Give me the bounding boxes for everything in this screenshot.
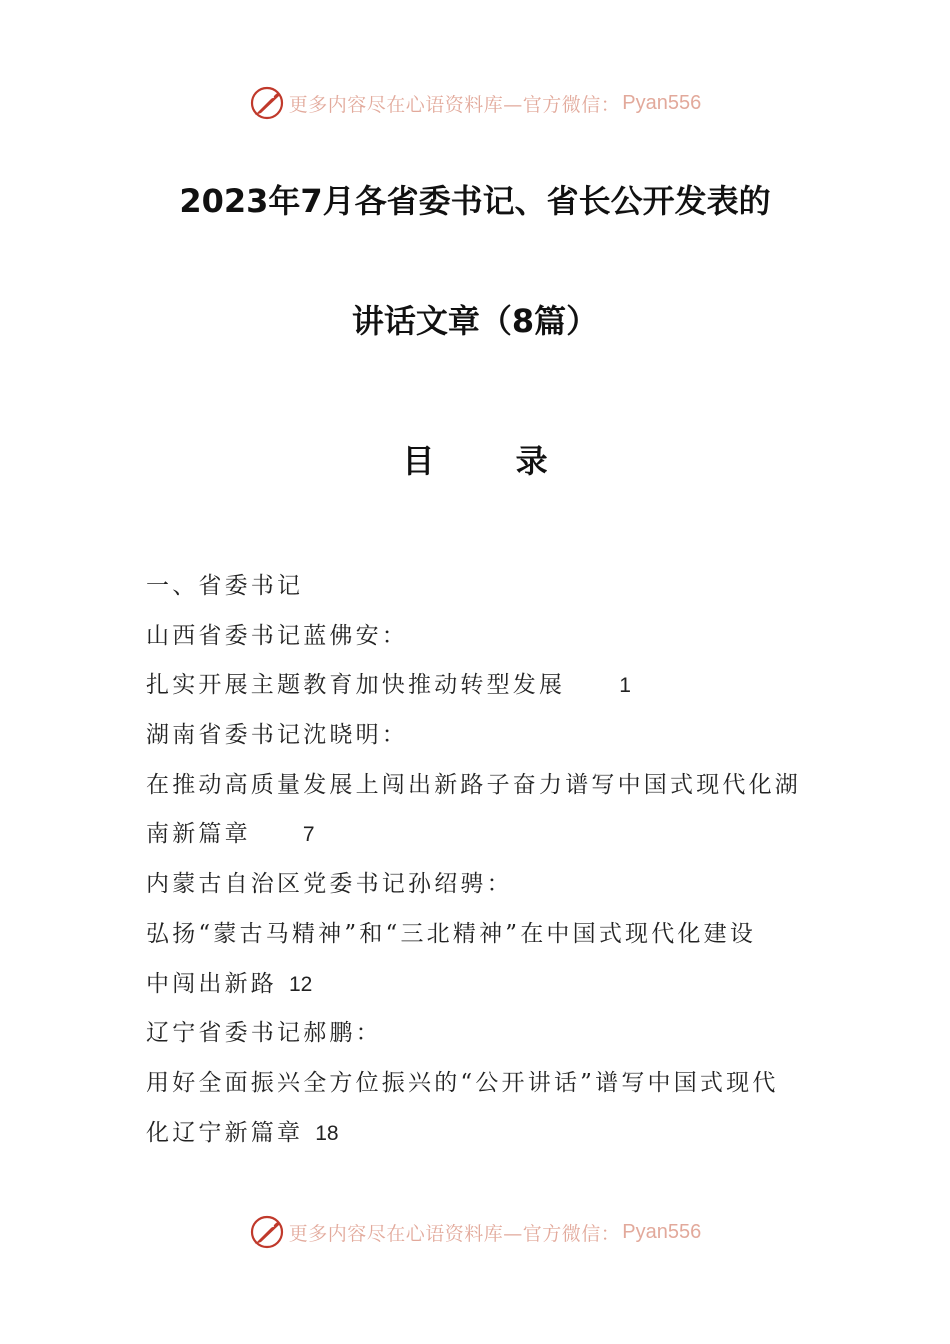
toc-page-number: 1: [619, 674, 631, 698]
toc-page-number: 12: [289, 972, 313, 996]
toc-author: 内蒙古自治区党委书记孙绍骋：: [146, 871, 513, 898]
watermark-wechat-id: Pyan556: [622, 91, 702, 114]
quill-pen-circle-icon: [249, 1214, 285, 1250]
document-title-line-2: 讲话文章（8篇）: [351, 302, 599, 340]
toc-author: 山西省委书记蓝佛安：: [146, 622, 408, 649]
toc-section-heading: 一、省委书记: [146, 573, 304, 599]
toc-author: 湖南省委书记沈晓明：: [146, 722, 408, 749]
toc-entry-continued[interactable]: 南新篇章 7: [146, 821, 315, 848]
watermark-banner-bottom: [0, 1212, 950, 1252]
watermark-wechat-id: Pyan556: [622, 1220, 702, 1243]
toc-entry[interactable]: 弘扬“蒙古马精神”和“三北精神”在中国式现代化建设: [146, 920, 757, 947]
toc-entry[interactable]: 扎实开展主题教育加快推动转型发展 1: [146, 672, 631, 699]
toc-entry[interactable]: 在推动高质量发展上闯出新路子奋力谱写中国式现代化湖: [146, 771, 801, 798]
toc-page-number: 18: [315, 1121, 339, 1145]
document-title-line-1: 2023年7月各省委书记、省长公开发表的: [179, 182, 771, 220]
toc-entry[interactable]: 用好全面振兴全方位振兴的“公开讲话”谱写中国式现代: [146, 1069, 779, 1096]
toc-entry-continued[interactable]: 中闯出新路 12: [146, 970, 313, 997]
watermark-text: 更多内容尽在心语资料库—官方微信：: [288, 1222, 621, 1245]
watermark-banner-top: [0, 83, 950, 123]
table-of-contents: [146, 566, 816, 1162]
toc-entry-continued[interactable]: 化辽宁新篇章 18: [146, 1119, 339, 1146]
toc-page-number: 7: [302, 823, 315, 847]
toc-author: 辽宁省委书记郝鹏：: [146, 1020, 382, 1047]
watermark-text: 更多内容尽在心语资料库—官方微信：: [288, 93, 621, 116]
toc-heading: 目 录: [402, 442, 548, 480]
quill-pen-circle-icon: [249, 85, 285, 121]
